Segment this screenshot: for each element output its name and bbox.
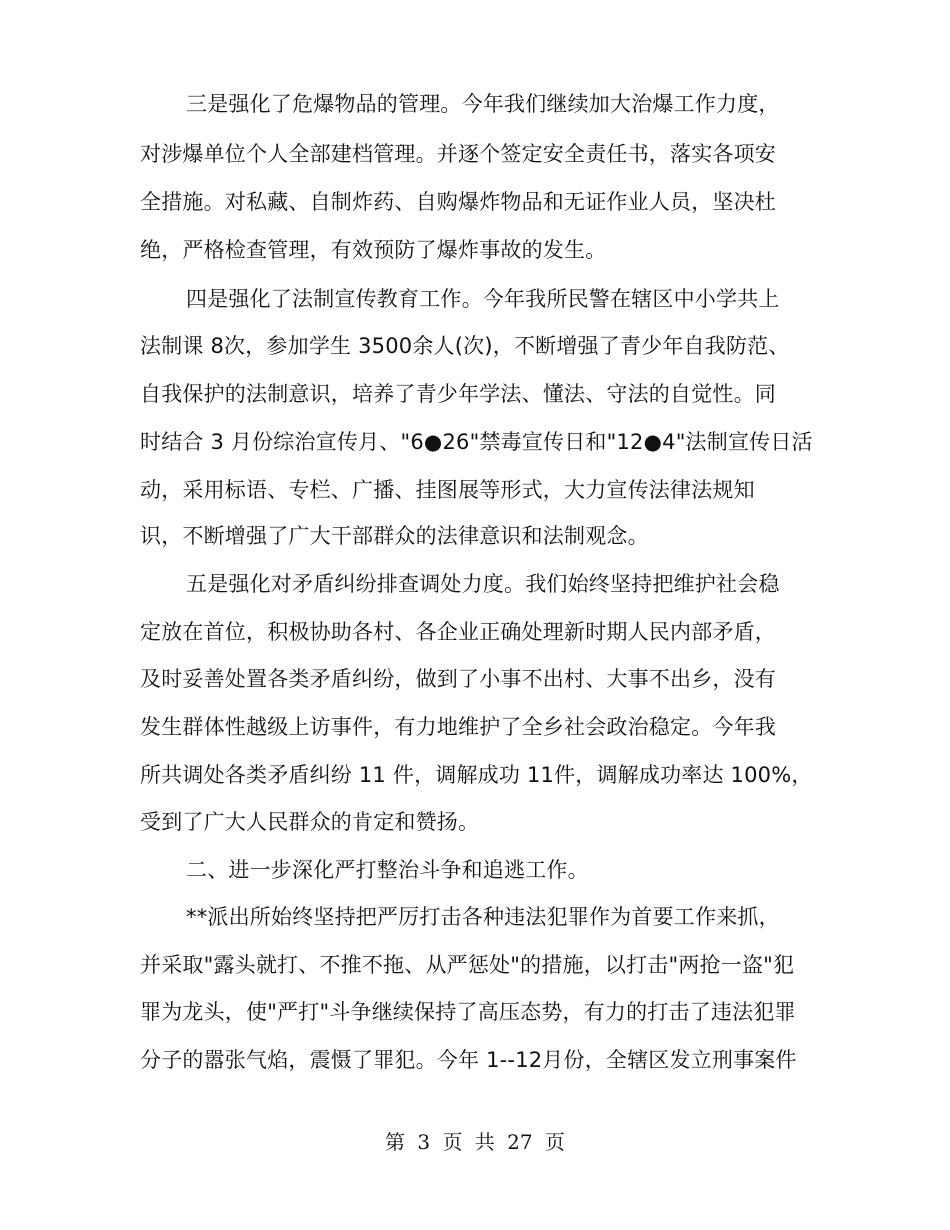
paragraph-line: 并采取"露头就打、不推不拖、从严惩处"的措施，以打击"两抢一盗"犯 [140,953,795,977]
paragraph-line: 受到了广大人民群众的肯定和赞扬。 [140,810,480,834]
section-heading: 二、进一步深化严打整治斗争和追逃工作。 [186,858,589,882]
paragraph-line: 识，不断增强了广大干部群众的法律意识和法制观念。 [140,524,649,548]
paragraph-line: 定放在首位，积极协助各村、各企业正确处理新时期人民内部矛盾， [140,620,776,644]
paragraph-line: 对涉爆单位个人全部建档管理。并逐个签定安全责任书，落实各项安 [140,142,776,166]
paragraph-line: 罪为龙头，使"严打"斗争继续保持了高压态势，有力的打击了违法犯罪 [140,1000,796,1024]
paragraph-line: 及时妥善处置各类矛盾纠纷，做到了小事不出村、大事不出乡，没有 [140,667,776,691]
paragraph-line: 动，采用标语、专栏、广播、挂图展等形式，大力宣传法律法规知 [140,478,755,502]
paragraph-line: 自我保护的法制意识，培养了青少年学法、懂法、守法的自觉性。同 [140,382,776,406]
paragraph-line: 所共调处各类矛盾纠纷 11 件，调解成功 11件，调解成功率达 100%， [140,763,813,787]
paragraph-line: 全措施。对私藏、自制炸药、自购爆炸物品和无证作业人员，坚决杜 [140,190,776,214]
paragraph-line: **派出所始终坚持把严厉打击各种违法犯罪作为首要工作来抓， [186,905,780,929]
paragraph-line: 法制课 8次，参加学生 3500余人(次)，不断增强了青少年自我防范、 [140,334,790,358]
paragraph-line: 分子的嚣张气焰，震慑了罪犯。今年 1--12月份，全辖区发立刑事案件 [140,1048,797,1072]
paragraph-line: 四是强化了法制宣传教育工作。今年我所民警在辖区中小学共上 [186,287,780,311]
paragraph-line: 五是强化对矛盾纠纷排查调处力度。我们始终坚持把维护社会稳 [186,572,780,596]
paragraph-line: 时结合 3 月份综治宣传月、"6●26"禁毒宣传日和"12●4"法制宣传日活 [140,430,813,454]
paragraph-line: 绝，严格检查管理，有效预防了爆炸事故的发生。 [140,238,607,262]
paragraph-line: 三是强化了危爆物品的管理。今年我们继续加大治爆工作力度， [186,92,780,116]
paragraph-line: 发生群体性越级上访事件，有力地维护了全乡社会政治稳定。今年我 [140,715,776,739]
page-number-footer: 第 3 页 共 27 页 [385,1130,565,1154]
